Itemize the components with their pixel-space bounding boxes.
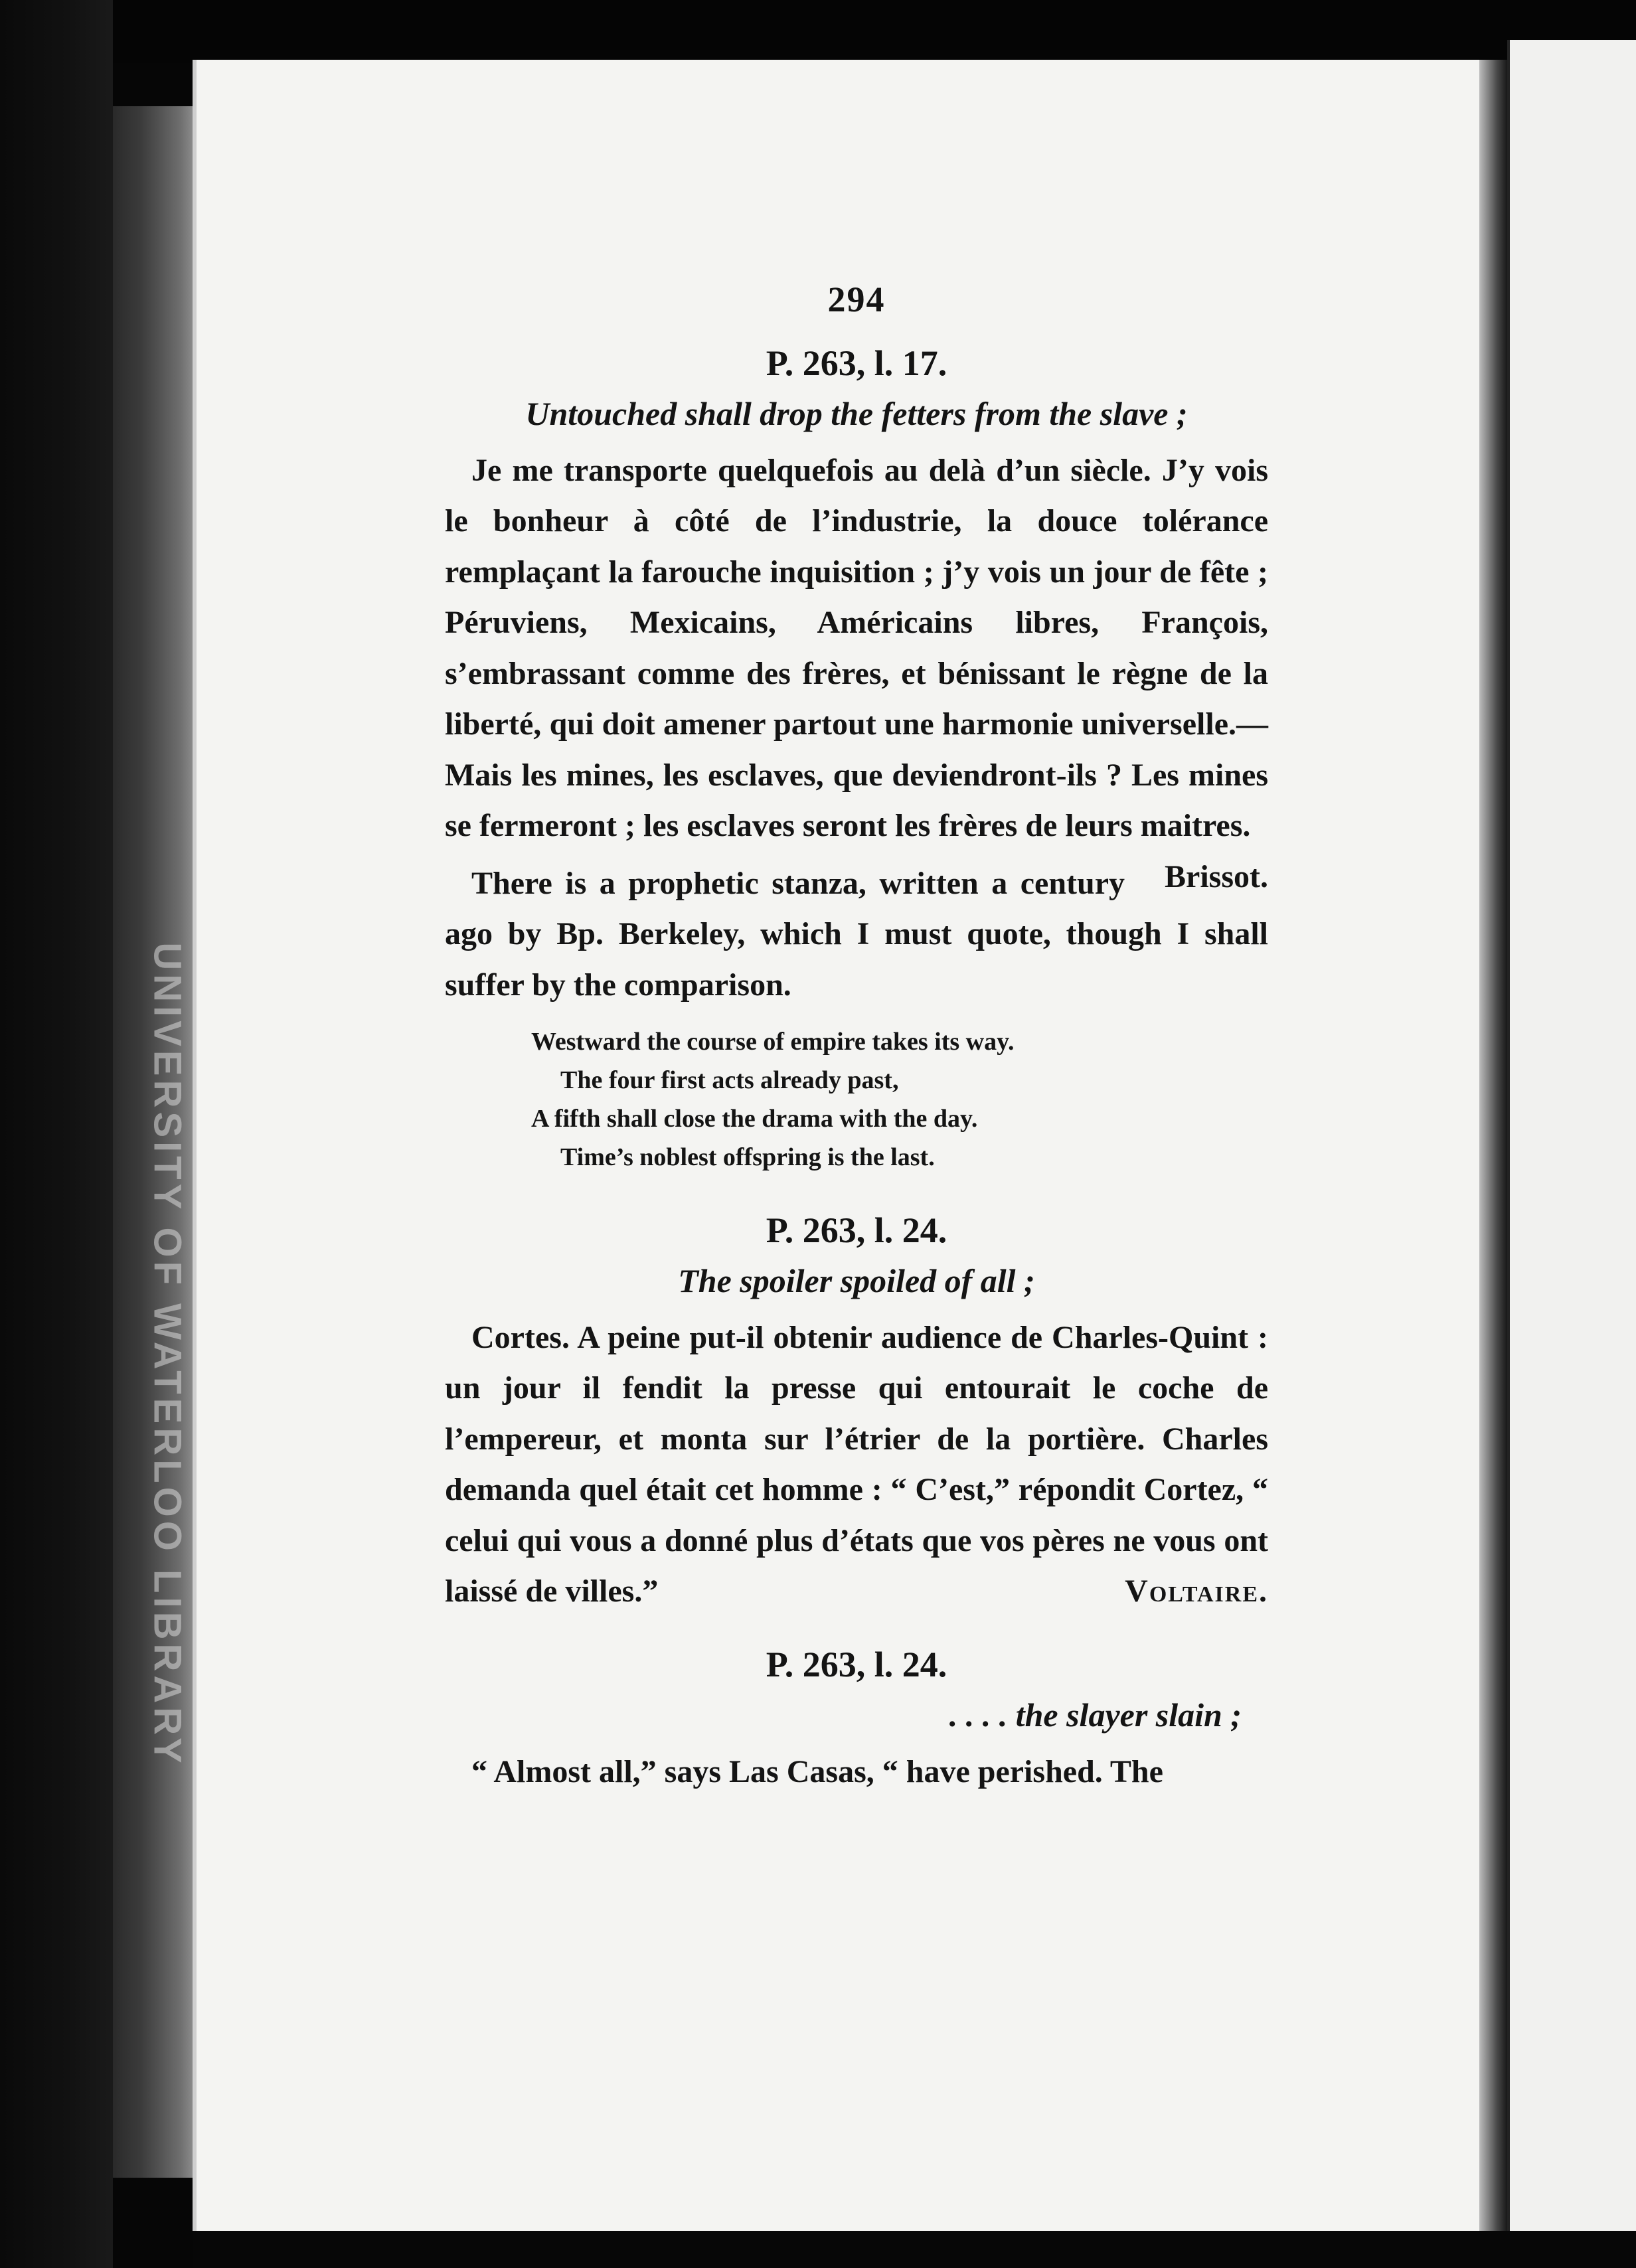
scan-bottom-border: [193, 2231, 1636, 2268]
verse-quote: [531, 1022, 1268, 1176]
note-reference: P. 263, l. 24.: [766, 1210, 947, 1251]
library-stamp: [145, 941, 189, 1767]
citation-source: Voltaire.: [1125, 1574, 1268, 1609]
facing-page-edge: [1507, 40, 1636, 2244]
page-number: 294: [827, 280, 886, 319]
note-entry: [445, 340, 1268, 1176]
scan-left-border: [0, 0, 113, 2268]
paragraph-text: Cortes. A peine put-il obtenir audience de Charles-Quint : un jour il fendit la presse qui entourait le coche de l’empereur, et monta sur l’étrier de la portière. Charles demanda quel était cet homme : “ C’est,” répondit Cortez, “ celui qui vous a donné plus d’états que vos pères ne vous ont laissé de villes.”: [445, 1319, 1268, 1609]
verse-line: Westward the course of empire takes its way.: [531, 1028, 1015, 1056]
paragraph-text: There is a prophetic stanza, written a century ago by Bp. Berkeley, which I must quote, though I shall suffer by the comparison.: [445, 865, 1268, 1003]
page-text-block: [445, 279, 1268, 1804]
paragraph-text: “ Almost all,” says Las Casas, “ have perished. The: [471, 1753, 1163, 1789]
note-lemma: Untouched shall drop the fetters from the slave ;: [525, 395, 1188, 433]
note-reference: P. 263, l. 24.: [766, 1644, 947, 1684]
scan-top-border: [0, 0, 1636, 63]
verse-line: A fifth shall close the drama with the day.: [531, 1105, 978, 1133]
note-paragraph: [445, 1313, 1268, 1617]
note-lemma: . . . . the slayer slain ;: [949, 1696, 1242, 1734]
verse-line: The four first acts already past,: [560, 1066, 899, 1095]
book-spine: [113, 106, 193, 2178]
page-gutter-shadow: [1479, 60, 1509, 2231]
paragraph-text: Je me transporte quelquefois au delà d’un siècle. J’y vois le bonheur à côté de l’industrie, la douce tolérance remplaçant la farouche inquisition ; j’y vois un jour de fête ; Péruviens, Mexicains, Américains libres, François, s’embrassant comme des frères, et bénissant le règne de la liberté, qui doit amener partout une harmonie universelle.—Mais les mines, les esclaves, que deviendront-ils ? Les mines se fermeront ; les esclaves seront les frères de leurs maitres.: [445, 452, 1268, 844]
note-entry: [445, 1641, 1268, 1797]
note-paragraph: [445, 1747, 1268, 1798]
note-entry: [445, 1207, 1268, 1617]
verse-line: Time’s noblest offspring is the last.: [560, 1143, 935, 1172]
library-stamp-text: UNIVERSITY OF WATERLOO LIBRARY: [145, 941, 189, 1767]
note-paragraph: [445, 446, 1268, 894]
note-reference: P. 263, l. 17.: [766, 343, 947, 383]
note-lemma: The spoiler spoiled of all ;: [678, 1262, 1035, 1300]
citation-source: Brissot.: [1165, 858, 1268, 894]
